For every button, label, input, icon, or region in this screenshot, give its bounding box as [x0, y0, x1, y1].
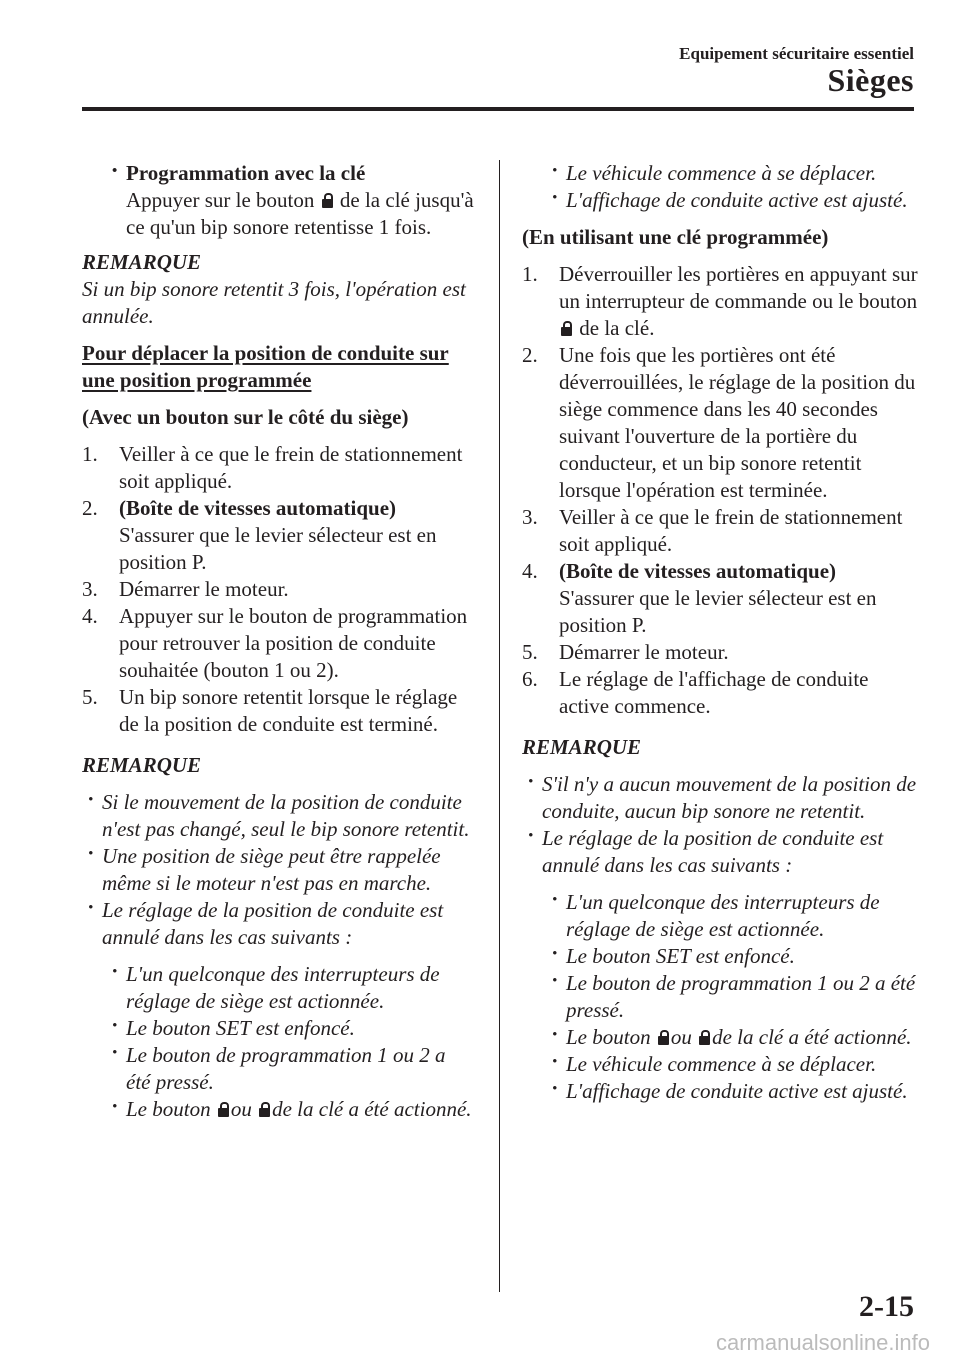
section-label: Equipement sécuritaire essentiel [679, 44, 914, 63]
lock-icon [658, 1030, 669, 1045]
note-heading: REMARQUE [522, 735, 642, 759]
note-bullet: • Le réglage de la position de conduite est annulé dans les cas suivants : [82, 897, 474, 951]
note-text: Si un bip sonore retentit 3 fois, l'opération est annulée. [82, 277, 466, 328]
note-subbullet: • Le bouton ou de la clé a été actionné. [106, 1096, 474, 1123]
left-column [82, 160, 474, 1123]
note-subbullet: • L'affichage de conduite active est ajusté. [546, 187, 922, 214]
note-bullet: • Une position de siège peut être rappelée même si le moteur n'est pas en marche. [82, 843, 474, 897]
note-subbullet: • Le bouton de programmation 1 ou 2 a été pressé. [106, 1042, 474, 1096]
note-subbullet: • L'un quelconque des interrupteurs de réglage de siège est actionnée. [546, 889, 922, 943]
note-subbullet: • Le bouton de programmation 1 ou 2 a été pressé. [546, 970, 922, 1024]
note-subbullet: • Le véhicule commence à se déplacer. [546, 1051, 922, 1078]
step-item: 1. Déverrouiller les portières en appuyant sur un interrupteur de commande ou le bouton de la clé. [522, 262, 918, 340]
unlock-icon [561, 321, 572, 336]
step-item: 6. Le réglage de l'affichage de conduite active commence. [522, 667, 869, 718]
step-item: 2. Une fois que les portières ont été déverrouillées, le réglage de la position du siège commence dans les 40 secondes suivant l'ouverture de la portière du conducteur, et un bip sonore retentit lorsque l'opération est terminée. [522, 343, 916, 502]
right-column [522, 160, 922, 1105]
note-bullet: • Si le mouvement de la position de conduite n'est pas changé, seul le bip sonore retentit. [82, 789, 474, 843]
unlock-icon [259, 1102, 270, 1117]
step-item: 1. Veiller à ce que le frein de stationnement soit appliqué. [82, 442, 463, 493]
note-heading: REMARQUE [82, 250, 202, 274]
watermark: carmanualsonline.info [715, 1330, 930, 1355]
note-subbullet: • Le bouton SET est enfoncé. [106, 1015, 474, 1042]
note-bullet: • Le réglage de la position de conduite est annulé dans les cas suivants : [522, 825, 922, 879]
step-item: 2. (Boîte de vitesses automatique) S'assurer que le levier sélecteur est en position P. [82, 496, 437, 574]
note-subbullet: • L'un quelconque des interrupteurs de réglage de siège est actionnée. [106, 961, 474, 1015]
subheading: (Avec un bouton sur le côté du siège) [82, 405, 409, 429]
section-heading: Pour déplacer la position de conduite sur une position programmée [82, 341, 449, 392]
header-rule [82, 107, 914, 111]
prog-key-text: Appuyer sur le bouton de la clé jusqu'à ce qu'un bip sonore retentisse 1 fois. [126, 188, 474, 239]
note-subbullet: • Le bouton ou de la clé a été actionné. [546, 1024, 922, 1051]
step-item: 4. Appuyer sur le bouton de programmation pour retrouver la position de conduite souhaitée (bouton 1 ou 2). [82, 604, 468, 682]
page-number: 2-15 [859, 1290, 914, 1323]
step-item: 5. Un bip sonore retentit lorsque le réglage de la position de conduite est terminé. [82, 685, 458, 736]
note-subbullet: • Le bouton SET est enfoncé. [546, 943, 922, 970]
note-bullet: • S'il n'y a aucun mouvement de la position de conduite, aucun bip sonore ne retentit. [522, 771, 922, 825]
subheading: (En utilisant une clé programmée) [522, 225, 829, 249]
step-item: 3. Veiller à ce que le frein de stationnement soit appliqué. [522, 505, 903, 556]
page-title: Sièges [827, 62, 914, 98]
lock-icon [218, 1102, 229, 1117]
step-item: 4. (Boîte de vitesses automatique) S'assurer que le levier sélecteur est en position P. [522, 559, 877, 637]
note-subbullet: • Le véhicule commence à se déplacer. [546, 160, 922, 187]
note-subbullet: • L'affichage de conduite active est ajusté. [546, 1078, 922, 1105]
prog-key-title: • Programmation avec la clé [106, 160, 474, 187]
unlock-icon [699, 1030, 710, 1045]
step-item: 3. Démarrer le moteur. [82, 577, 289, 601]
column-divider [499, 160, 500, 1292]
step-item: 5. Démarrer le moteur. [522, 640, 729, 664]
lock-icon [322, 193, 333, 208]
note-heading: REMARQUE [82, 753, 202, 777]
